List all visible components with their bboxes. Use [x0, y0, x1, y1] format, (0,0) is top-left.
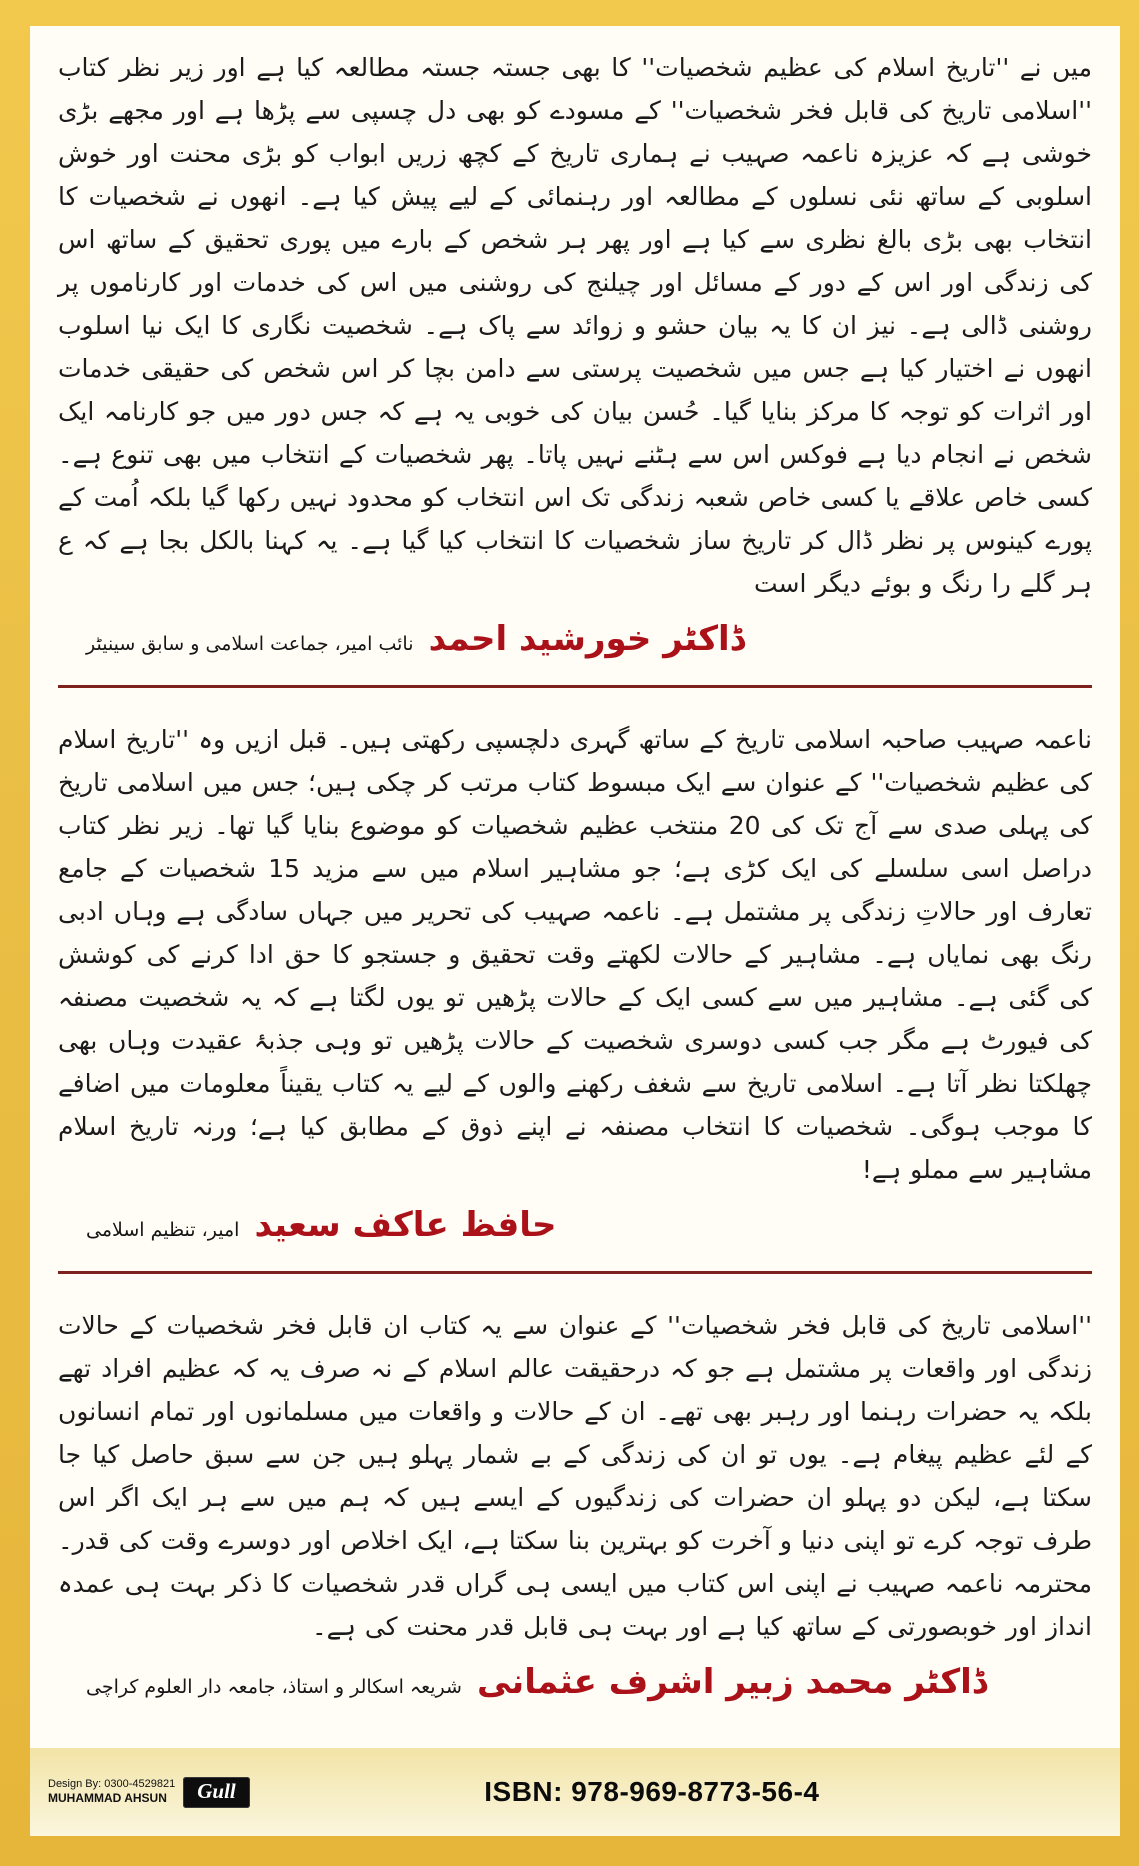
author-name-1: ڈاکٹر خورشید احمد — [428, 619, 745, 659]
review-section-1 — [58, 46, 1092, 659]
signature-row-3 — [58, 1662, 1092, 1702]
author-title-1: نائب امیر، جماعت اسلامی و سابق سینیٹر — [86, 633, 414, 655]
review-section-2 — [58, 718, 1092, 1245]
design-credit-text — [48, 1778, 175, 1807]
design-credit — [48, 1777, 250, 1808]
author-title-2: امیر، تنظیم اسلامی — [86, 1219, 240, 1241]
design-credit-line1: Design By: 0300-4529821 — [48, 1777, 176, 1790]
signature-row-1 — [58, 619, 1092, 659]
author-title-3: شریعہ اسکالر و استاذ، جامعہ دار العلوم کراچی — [86, 1676, 462, 1698]
footer-band — [30, 1748, 1120, 1836]
author-name-2: حافظ عاکف سعید — [254, 1205, 557, 1245]
divider-rule-2 — [58, 1271, 1092, 1274]
gull-publisher-logo: Gull — [183, 1777, 250, 1808]
review-paragraph-1: میں نے ''تاریخ اسلام کی عظیم شخصیات'' کا بھی جستہ جستہ مطالعہ کیا ہے اور زیر نظر کتاب ''اسلامی تاریخ کی قابل فخر شخصیات'' کے مسودے کو بھی دل چسپی سے پڑھا ہے اور مجھے بڑی خوشی ہے کہ عزیزہ ناعمہ صہیب نے ہماری تاریخ کے کچھ زریں ابواب کو بڑی محنت اور خوش اسلوبی کے ساتھ نئی نسلوں کے مطالعہ اور رہنمائی کے لیے پیش کیا ہے۔ انھوں نے شخصیات کا انتخاب بھی بڑی بالغ نظری سے کیا ہے اور پھر ہر شخص کے بارے میں پوری تحقیق کے ساتھ اس کی زندگی اور اس کے دور کے مسائل اور چیلنج کی روشنی میں اس کی خدمات اور کارناموں پر روشنی ڈالی ہے۔ نیز ان کا یہ بیان حشو و زوائد سے پاک ہے۔ شخصیت نگاری کا ایک نیا اسلوب انھوں نے اختیار کیا ہے جس میں شخصیت پرستی سے دامن بچا کر اس شخص کی حقیقی خدمات اور اثرات کو توجہ کا مرکز بنایا گیا۔ حُسن بیان کی خوبی یہ ہے کہ جس دور میں جو کارنامہ ایک شخص نے انجام دیا ہے فوکس اس سے ہٹنے نہیں پاتا۔ پھر شخصیات کے انتخاب میں بھی تنوع ہے۔ کسی خاص علاقے یا کسی خاص شعبہ زندگی تک اس انتخاب کو محدود نہیں رکھا گیا بلکہ اُمت کے پورے کینوس پر نظر ڈال کر تاریخ ساز شخصیات کا انتخاب کیا گیا ہے۔ یہ کہنا بالکل بجا ہے کہ ع ہر گلے را رنگ و بوئے دیگر است — [58, 53, 1092, 598]
paper-area — [30, 26, 1120, 1836]
review-paragraph-2: ناعمہ صہیب صاحبہ اسلامی تاریخ کے ساتھ گہری دلچسپی رکھتی ہیں۔ قبل ازیں وہ ''تاریخ اسلام کی عظیم شخصیات'' کے عنوان سے ایک مبسوط کتاب مرتب کر چکی ہیں؛ جس میں اسلامی تاریخ کی پہلی صدی سے آج تک کی 20 منتخب عظیم شخصیات کو موضوع بنایا گیا تھا۔ زیر نظر کتاب دراصل اسی سلسلے کی ایک کڑی ہے؛ جو مشاہیر اسلام میں سے مزید 15 شخصیات کے جامع تعارف اور حالاتِ زندگی پر مشتمل ہے۔ ناعمہ صہیب کی تحریر میں جہاں سادگی ہے وہاں ادبی رنگ بھی نمایاں ہے۔ مشاہیر کے حالات لکھتے وقت تحقیق و جستجو کا حق ادا کرنے کی کوشش کی گئی ہے۔ مشاہیر میں سے کسی ایک کے حالات پڑھیں تو یوں لگتا ہے کہ یہ شخصیت مصنفہ کی فیورٹ ہے مگر جب کسی دوسری شخصیت کے حالات پڑھیں تو وہی جذبۂ عقیدت وہاں بھی چھلکتا نظر آتا ہے۔ اسلامی تاریخ سے شغف رکھنے والوں کے لیے یہ کتاب یقیناً معلومات میں اضافے کا موجب ہوگی۔ شخصیات کا انتخاب مصنفہ نے اپنے ذوق کے مطابق کیا ہے؛ ورنہ تاریخ اسلام مشاہیر سے مملو ہے! — [58, 725, 1093, 1184]
review-section-3 — [58, 1304, 1092, 1702]
isbn-text: ISBN: 978-969-8773-56-4 — [484, 1776, 820, 1807]
isbn-wrap — [250, 1776, 1094, 1808]
author-name-3: ڈاکٹر محمد زبیر اشرف عثمانی — [477, 1662, 987, 1702]
review-paragraph-3: ''اسلامی تاریخ کی قابل فخر شخصیات'' کے عنوان سے یہ کتاب ان قابل فخر شخصیات کے حالات زندگی اور واقعات پر مشتمل ہے جو کہ درحقیقت عالم اسلام کے نہ صرف یہ کہ عظیم افراد تھے بلکہ یہ حضرات رہنما اور رہبر بھی تھے۔ ان کے حالات و واقعات میں مسلمانوں اور تمام انسانوں کے لئے عظیم پیغام ہے۔ یوں تو ان کی زندگی کے بے شمار پہلو ہیں جن سے سبق حاصل کیا جا سکتا ہے، لیکن دو پہلو ان حضرات کی زندگیوں کے ایسے ہیں کہ ہم میں سے ہر ایک اگر اس طرف توجہ کرے تو اپنی دنیا و آخرت کو بہترین بنا سکتا ہے، ایک اخلاص اور دوسرے وقت کی قدر۔ محترمہ ناعمہ صہیب نے اپنی اس کتاب میں ایسی ہی گراں قدر شخصیات کا ذکر بہت ہی عمدہ انداز اور خوبصورتی کے ساتھ کیا ہے اور بہت ہی قابل قدر محنت کی ہے۔ — [58, 1311, 1092, 1641]
design-credit-line2: MUHAMMAD AHSUN — [48, 1791, 167, 1806]
signature-row-2 — [58, 1205, 1092, 1245]
divider-rule-1 — [58, 685, 1092, 688]
